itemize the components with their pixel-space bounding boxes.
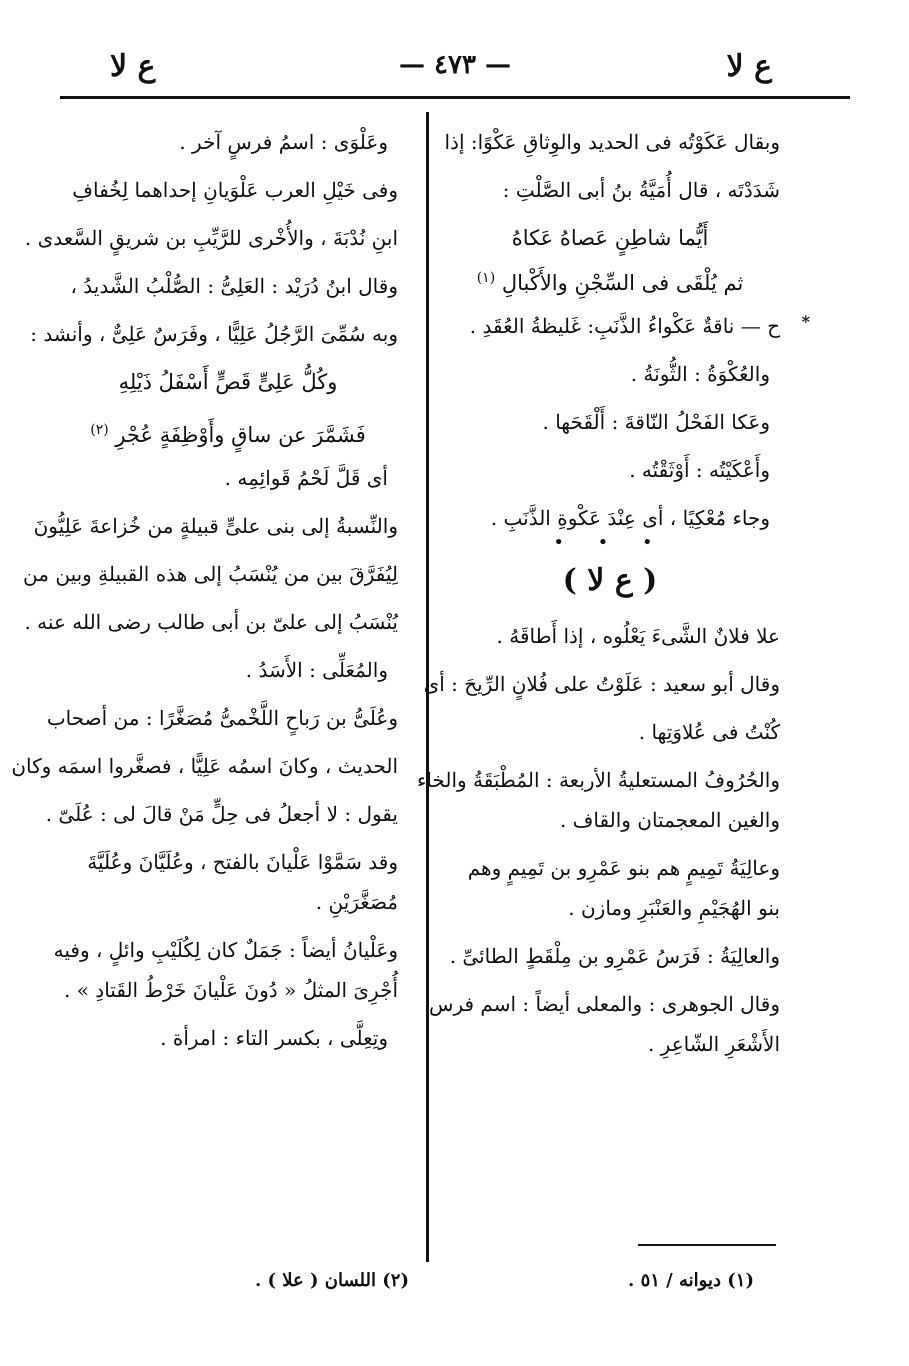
text-line: وعَلْيانُ أيضاً : جَمَلٌ كان لِكُلَيْبِ وائلٍ ، وفيه [53,938,398,962]
section-heading: ( ع لا ) [562,563,658,598]
text-line: والمُعَلِّى : الأَسَدُ . [245,658,388,682]
verse-line [58,416,398,447]
text-line: بنو الهُجَيْمِ والعَنْبَرِ ومازن . [568,896,780,920]
text-line: يقول : لا أجعلُ فى حِلٍّ مَنْ قالَ لى : عُلَىّ . [45,802,398,826]
text-line: وأَعْكَيْتُه : أَوْثَقْتُه . [629,458,770,482]
entry-marked [440,312,810,340]
text-line: كُنْتُ فى عُلاوَتِها . [638,720,780,744]
text-line: وقال الجوهرى : والمعلى أيضاً : اسم فرس [429,992,780,1016]
text-line: مُصَغَّرَيْنِ . [315,890,398,914]
text-line: والنِّسبةُ إلى بنى علىٍّ قبيلةٍ من خُزاعةَ عَلِيُّونَ [33,514,398,538]
text-line: وبقال عَكَوْتُه فى الحديد والوِثاقِ عَكْوًا: إذا [444,130,780,154]
text-line: وفى خَيْلِ العرب عَلْوَيانِ إحداهما لِخُفافِ [72,178,398,202]
text-line: علا فلانٌ الشَّىءَ يَعْلُوه ، إذا أَطاقَهُ . [496,624,780,648]
text-line: أى قَلَّ لَحْمُ قَوائِمِه . [224,466,388,490]
text-line: وقد سَمَّوْا عَلْيانَ بالفتح ، وعُلَيَّانَ وعُلَيَّةَ [87,850,398,874]
text-line: ابنِ نُدْبَةَ ، والأُخْرى للرَّيِّبِ بن شريقٍ السَّعدى . [24,226,398,250]
footnote-marker: (١) [476,270,496,286]
page-header [60,44,850,90]
text-line: وقال ابنُ دُرَيْد : العَلِىُّ : الصُّلْبُ الشَّديدُ ، [70,274,398,298]
header-left-word: ع لا [110,49,156,84]
text-line: أُجْرِىَ المثلُ « دُونَ عَلْيانَ خَرْطُ القَتادِ » . [63,978,398,1002]
text-line: وعُلَىُّ بن رَباحٍ اللَّخْمىُّ مُصَغَّرًا : من أصحاب [46,706,398,730]
text-line: والحُرُوفُ المستعليةُ الأربعة : المُطْبَقَةُ والخاء [416,768,780,792]
text-line: وعَلْوَى : اسمُ فرسٍ آخر . [179,130,388,154]
verse-line [440,264,780,295]
text-line: يُنْسَبُ إلى علىّ بن أبى طالب رضى الله عنه . [24,610,398,634]
footnote-marker: (٢) [90,422,109,438]
text-line: ح — ناقةٌ عَكْواءُ الذَّنَبِ: غَليظةُ العُقَدِ . [469,314,780,338]
text-line: الأَشْعَرِ الشّاعِرِ . [647,1032,780,1056]
footnote-rule [638,1244,776,1246]
verse-text: فَشَمَّرَ عن ساقٍ وأَوْظِفَةٍ عُجْرِ [115,423,366,447]
text-line: والعالِيَةُ : فَرَسُ عَمْرِو بن مِلْقَطٍ الطائىِّ . [449,944,780,968]
text-line: والغين المعجمتان والقاف . [559,808,780,832]
text-line: شَدَدْتَه ، قال أُمَيَّةُ بنُ أبى الصَّلْتِ : [502,178,780,202]
footnote-2: (٢) اللسان ( علا ) . [254,1270,409,1291]
verse-line: أَيُّما شاطِنٍ عَصاهُ عَكاهُ [511,226,709,250]
star-marker: * [801,312,810,331]
page-number: — ٤٧٣ — [398,50,512,80]
text-line: لِيُفَرَّقَ بين من يُنْسَبُ إلى هذه القبيلةِ وبين من [23,562,398,586]
text-line: وبه سُمِّىَ الرَّجُلُ عَلِيًّا ، وفَرَسٌ عَلِىٌّ ، وأنشد : [30,322,398,346]
left-column [11,128,398,1052]
verse-text: ثم يُلْقَى فى السِّجْنِ والأَكْبالِ [501,271,744,295]
text-line: الحديث ، وكانَ اسمُه عَلِيًّا ، فصغَّروا اسمَه وكان [11,754,398,778]
header-right-word: ع لا [726,49,772,84]
text-line: والعُكْوَةُ : الثُّونَةُ . [630,362,770,386]
text-line: وعالِيَةُ تَمِيمٍ هم بنو عَمْرِو بن تَمِيمٍ وهم [467,856,780,880]
separator-dots: • • • [553,532,667,553]
text-line: وجاء مُعْكِيًا ، أى عِنْدَ عَكْوةِ الذَّنَبِ . [490,506,770,530]
verse-line: وكُلُّ عَلِىٍّ قَصٍّ أَسْفَلُ ذَيْلِهِ [118,370,338,394]
header-rule [60,96,850,99]
footnote-1: (١) ديوانه / ٥١ . [628,1270,754,1291]
text-line: وقال أبو سعيد : عَلَوْتُ على فُلانٍ الرِّيحَ : أى [423,672,780,696]
text-line: وعَكا الفَحْلُ النّاقةَ : أَلْقَحَها . [542,410,770,434]
text-line: وتِعِلَّى ، بكسر التاء : امرأة . [160,1026,388,1050]
right-column [416,128,810,1058]
